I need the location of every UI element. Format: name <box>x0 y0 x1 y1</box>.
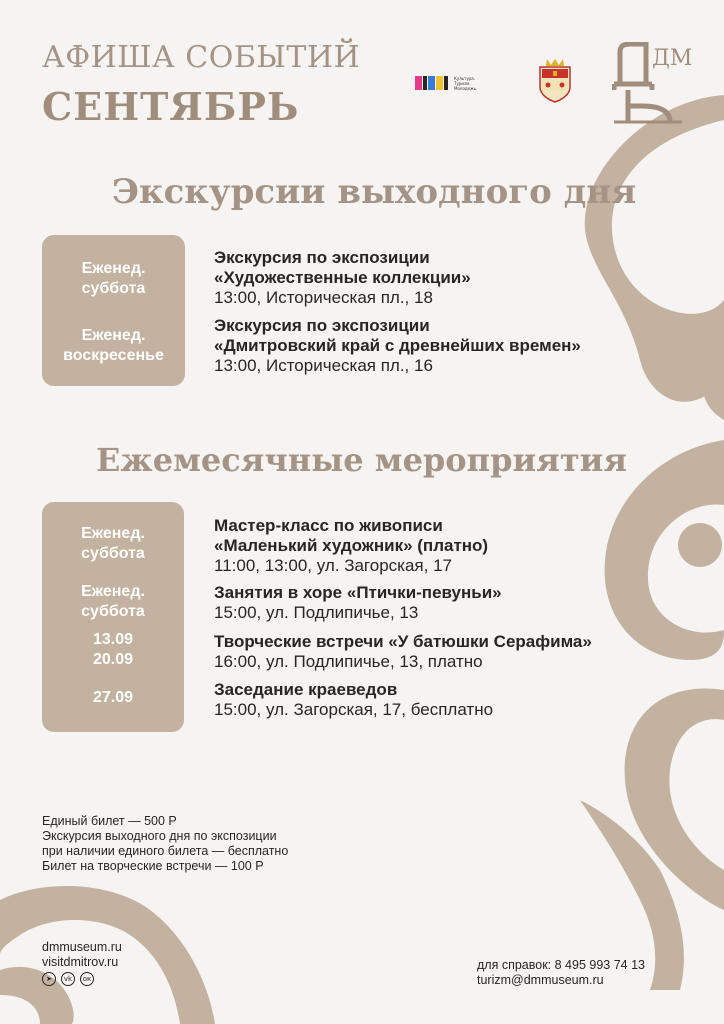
kta-logo-icon <box>415 76 448 90</box>
date-line: суббота <box>81 545 145 562</box>
date-line: 13.09 <box>92 631 134 648</box>
event-title: Творческие встречи «У батюшки Серафима» <box>214 632 592 651</box>
event-title: «Дмитровский край с древнейших времен» <box>214 336 581 355</box>
date-line: 20.09 <box>92 651 134 668</box>
culture-tourism-logo <box>415 73 497 93</box>
event-title: Мастер-класс по живописи <box>214 516 443 535</box>
website-links <box>42 940 122 970</box>
price-line: Экскурсия выходного дня по экспозиции <box>42 829 277 843</box>
section-title-monthly-events: Ежемесячные мероприятия <box>96 441 628 479</box>
date-label <box>42 688 184 708</box>
event-title: «Художественные коллекции» <box>214 268 471 287</box>
coat-of-arms-icon <box>537 57 573 103</box>
date-label <box>42 326 185 366</box>
dm-logo <box>612 42 693 124</box>
date-label <box>42 582 184 622</box>
event-item <box>214 516 488 576</box>
email-link[interactable]: turizm@dmmuseum.ru <box>477 973 604 987</box>
date-line: Еженед. <box>81 260 146 277</box>
event-item <box>214 248 471 308</box>
dm-logo-letters: ДМ <box>652 46 693 71</box>
odnoklassniki-icon[interactable]: ок <box>80 972 94 986</box>
date-line: суббота <box>81 280 146 297</box>
date-line: 27.09 <box>92 689 134 706</box>
event-title: Заседание краеведов <box>214 680 398 699</box>
month-title: СЕНТЯБРЬ <box>42 84 300 129</box>
date-line: Еженед. <box>81 327 146 344</box>
date-line: Еженед. <box>81 525 145 542</box>
section-title-weekend-tours: Экскурсии выходного дня <box>112 172 637 212</box>
price-line: Билет на творческие встречи — 100 Р <box>42 859 264 873</box>
event-title: Экскурсия по экспозиции <box>214 248 430 267</box>
event-info: 13:00, Историческая пл., 16 <box>214 356 433 375</box>
date-box-weekend <box>42 235 185 386</box>
price-line: Единый билет — 500 Р <box>42 814 177 828</box>
page-title: АФИША СОБЫТИЙ <box>42 40 361 75</box>
date-label <box>42 524 184 564</box>
vk-icon[interactable]: vk <box>61 972 75 986</box>
date-line: Еженед. <box>81 583 145 600</box>
contact-info <box>477 958 645 988</box>
phone-text: для справок: 8 495 993 74 13 <box>477 958 645 972</box>
event-item <box>214 583 502 623</box>
date-box-monthly <box>42 502 184 732</box>
kta-caption-line: Культура. <box>454 75 476 81</box>
event-item <box>214 316 581 376</box>
event-info: 15:00, ул. Подлипичье, 13 <box>214 603 419 622</box>
link-visitdmitrov[interactable]: visitdmitrov.ru <box>42 955 119 969</box>
date-line: воскресенье <box>63 347 164 364</box>
event-title: «Маленький художник» (платно) <box>214 536 489 555</box>
telegram-icon[interactable]: ➤ <box>42 972 56 986</box>
event-title: Экскурсия по экспозиции <box>214 316 430 335</box>
event-info: 16:00, ул. Подлипичье, 13, платно <box>214 652 483 671</box>
date-label <box>42 259 185 299</box>
kta-caption-line: Молодежь. <box>454 85 478 91</box>
price-info <box>42 814 288 874</box>
event-title: Занятия в хоре «Птички-певуньи» <box>214 583 502 602</box>
social-links <box>42 972 94 986</box>
link-dmmuseum[interactable]: dmmuseum.ru <box>42 940 122 954</box>
date-line: суббота <box>81 603 145 620</box>
event-item <box>214 632 592 672</box>
event-info: 15:00, ул. Загорская, 17, бесплатно <box>214 700 494 719</box>
price-line: при наличии единого билета — бесплатно <box>42 844 289 858</box>
event-info: 13:00, Историческая пл., 18 <box>214 288 433 307</box>
event-info: 11:00, 13:00, ул. Загорская, 17 <box>214 556 452 575</box>
date-label <box>42 630 184 670</box>
event-item <box>214 680 493 720</box>
kta-caption-line: Туризм. <box>454 80 471 86</box>
